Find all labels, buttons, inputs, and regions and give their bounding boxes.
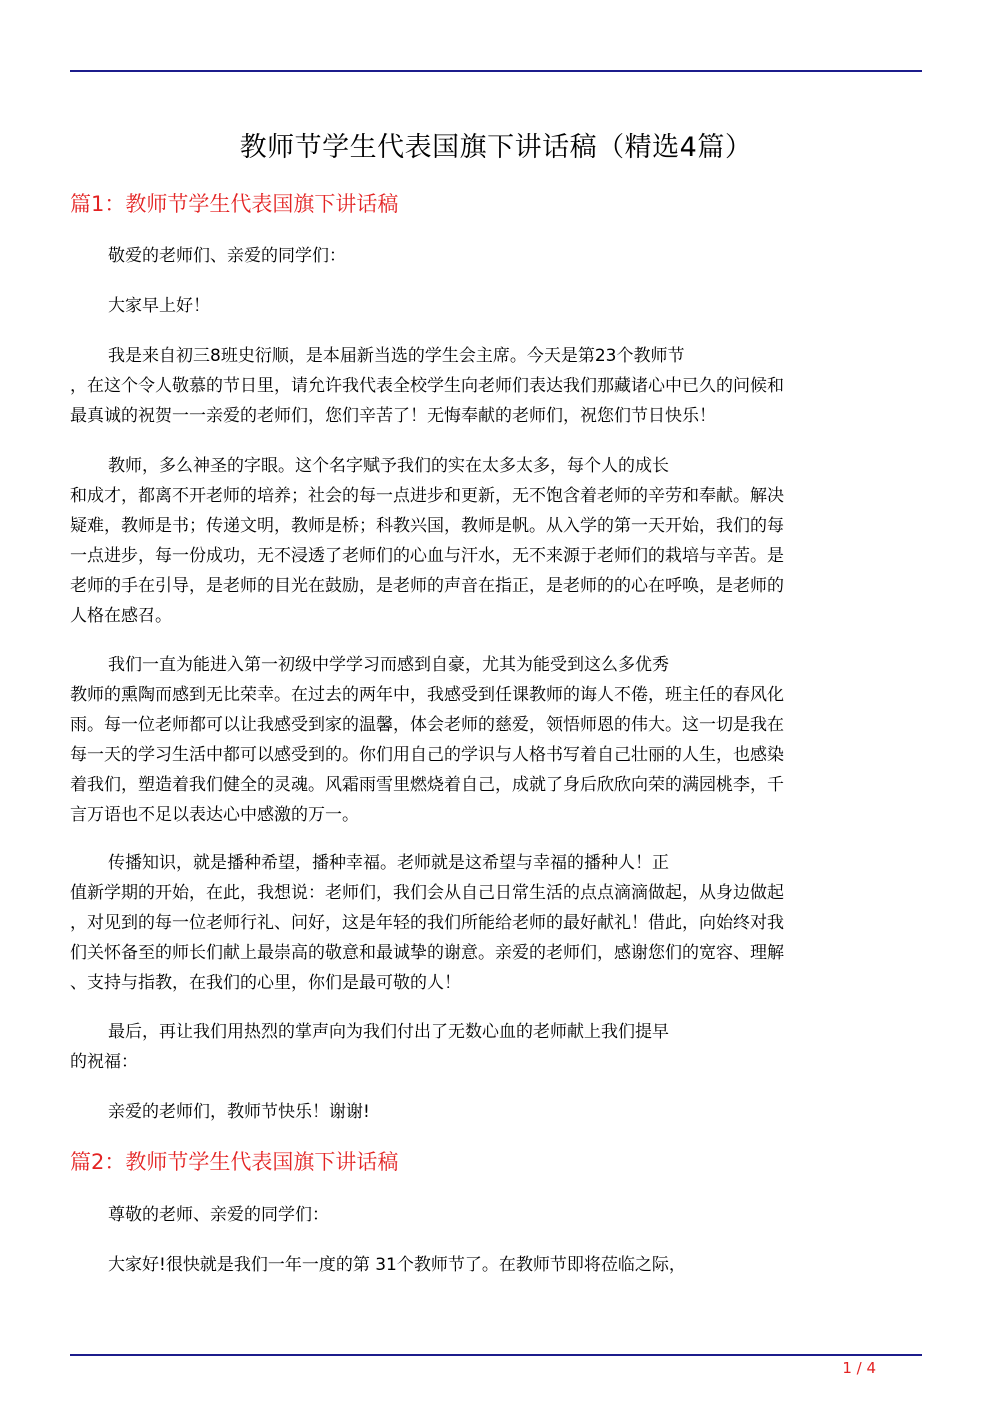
paragraph-line: 最后，再让我们用热烈的掌声向为我们付出了无数心血的老师献上我们提早 bbox=[108, 1022, 669, 1042]
paragraph-line: 亲爱的老师们，教师节快乐！谢谢! bbox=[108, 1102, 370, 1122]
paragraph-line: 疑难，教师是书；传递文明，教师是桥；科教兴国，教师是帆。从入学的第一天开始，我们的每 bbox=[70, 516, 784, 536]
paragraph-line: 我是来自初三8班史衍顺，是本届新当选的学生会主席。今天是第23个教师节 bbox=[108, 346, 685, 366]
page-number: 1 / 4 bbox=[842, 1359, 876, 1377]
paragraph-line: ，对见到的每一位老师行礼、问好，这是年轻的我们所能给老师的最好献礼！借此，向始终对我 bbox=[70, 913, 784, 933]
paragraph bbox=[70, 241, 922, 271]
paragraph bbox=[70, 1250, 922, 1280]
paragraph-line: 言万语也不足以表达心中感激的万一。 bbox=[70, 805, 359, 825]
paragraph-line: 着我们，塑造着我们健全的灵魂。风霜雨雪里燃烧着自己，成就了身后欣欣向荣的满园桃李，千 bbox=[70, 775, 784, 795]
paragraph-line: 我们一直为能进入第一初级中学学习而感到自豪，尤其为能受到这么多优秀 bbox=[108, 655, 669, 675]
paragraph-line: 、支持与指教，在我们的心里，你们是最可敬的人！ bbox=[70, 973, 461, 993]
paragraph bbox=[70, 650, 922, 830]
paragraph-line: 传播知识，就是播种希望，播种幸福。老师就是这希望与幸福的播种人！正 bbox=[108, 853, 669, 873]
paragraph-line: ，在这个令人敬慕的节日里，请允许我代表全校学生向老师们表达我们那藏诸心中已久的问候和 bbox=[70, 376, 784, 396]
paragraph-line: 雨。每一位老师都可以让我感受到家的温馨，体会老师的慈爱，领悟师恩的伟大。这一切是我在 bbox=[70, 715, 784, 735]
header-rule bbox=[70, 70, 922, 72]
paragraph-line: 人格在感召。 bbox=[70, 606, 172, 626]
paragraph bbox=[70, 1097, 922, 1127]
paragraph-line: 老师的手在引导，是老师的目光在鼓励，是老师的声音在指正，是老师的的心在呼唤，是老师的 bbox=[70, 576, 784, 596]
paragraph-line: 教师，多么神圣的字眼。这个名字赋予我们的实在太多太多，每个人的成长 bbox=[108, 456, 669, 476]
paragraph-line: 值新学期的开始，在此，我想说：老师们，我们会从自己日常生活的点点滴滴做起，从身边做起 bbox=[70, 883, 784, 903]
paragraph-line: 每一天的学习生活中都可以感受到的。你们用自己的学识与人格书写着自己壮丽的人生，也感染 bbox=[70, 745, 784, 765]
paragraph-line: 尊敬的老师、亲爱的同学们： bbox=[108, 1205, 329, 1225]
paragraph-line: 的祝福： bbox=[70, 1052, 138, 1072]
document-title: 教师节学生代表国旗下讲话稿（精选4篇） bbox=[239, 132, 753, 163]
paragraph-line: 敬爱的老师们、亲爱的同学们： bbox=[108, 246, 346, 266]
paragraph bbox=[70, 1017, 922, 1077]
paragraph-line: 大家早上好！ bbox=[108, 296, 210, 316]
section-heading-1: 篇1：教师节学生代表国旗下讲话稿 bbox=[70, 192, 399, 216]
paragraph-line: 最真诚的祝贺一一亲爱的老师们，您们辛苦了！无悔奉献的老师们，祝您们节日快乐！ bbox=[70, 406, 716, 426]
paragraph-line: 教师的熏陶而感到无比荣幸。在过去的两年中，我感受到任课教师的诲人不倦，班主任的春风化 bbox=[70, 685, 784, 705]
paragraph bbox=[70, 848, 922, 998]
paragraph-line: 们关怀备至的师长们献上最崇高的敬意和最诚挚的谢意。亲爱的老师们，感谢您们的宽容、理解 bbox=[70, 943, 784, 963]
paragraph-line: 大家好!很快就是我们一年一度的第 31个教师节了。在教师节即将莅临之际， bbox=[108, 1255, 686, 1275]
footer-rule bbox=[70, 1354, 922, 1356]
section-heading-2: 篇2：教师节学生代表国旗下讲话稿 bbox=[70, 1150, 399, 1174]
paragraph-line: 和成才，都离不开老师的培养；社会的每一点进步和更新，无不饱含着老师的辛劳和奉献。解决 bbox=[70, 486, 784, 506]
paragraph bbox=[70, 341, 922, 431]
paragraph bbox=[70, 1200, 922, 1230]
paragraph bbox=[70, 451, 922, 631]
paragraph bbox=[70, 291, 922, 321]
paragraph-line: 一点进步，每一份成功，无不浸透了老师们的心血与汗水，无不来源于老师们的栽培与辛苦。是 bbox=[70, 546, 784, 566]
